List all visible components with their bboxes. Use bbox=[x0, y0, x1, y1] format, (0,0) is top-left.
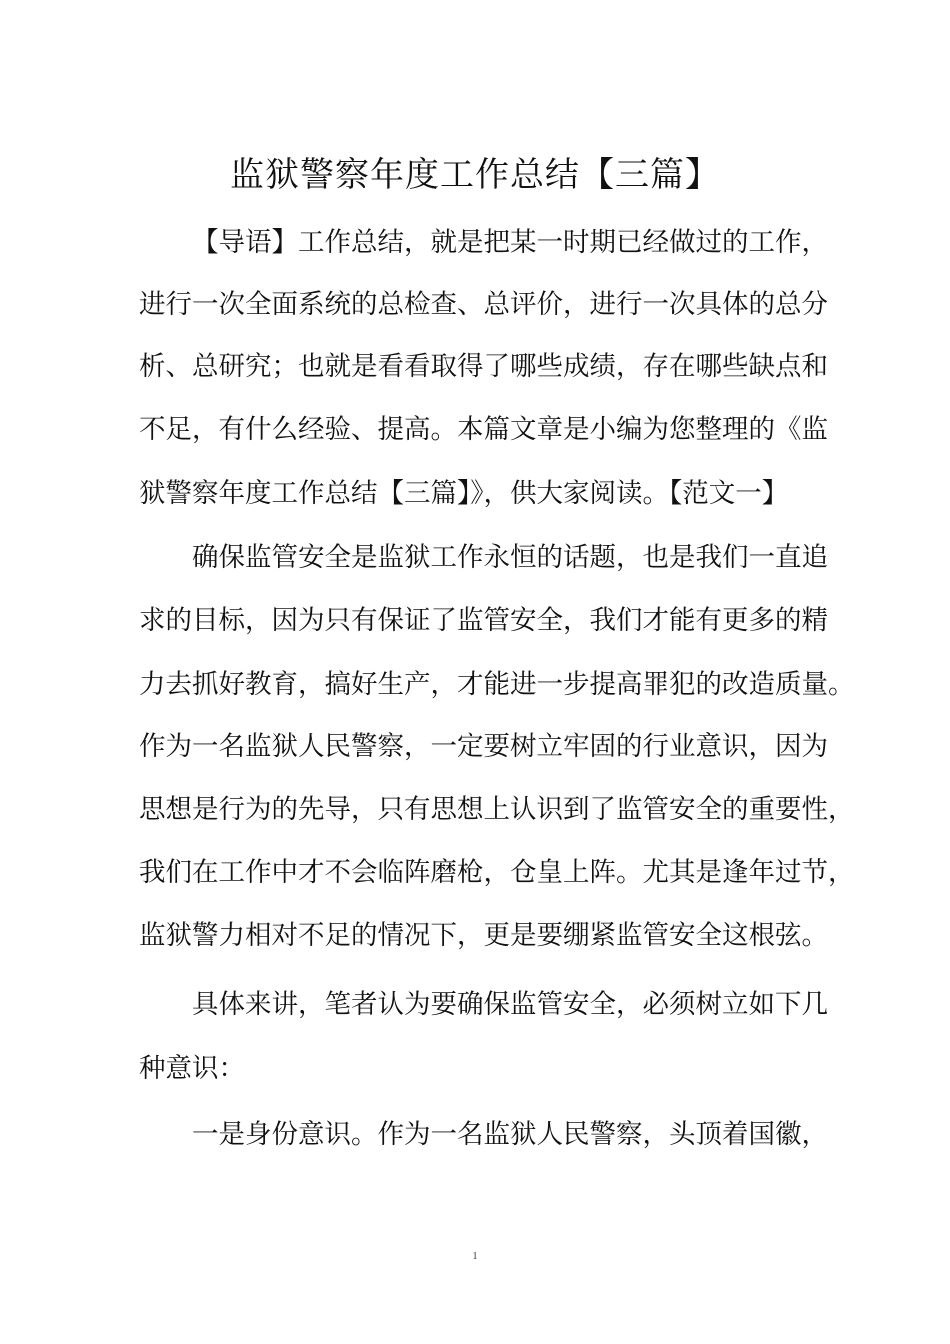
text-line: 我们在工作中才不会临阵磨枪，仓皇上阵。尤其是逢年过节， bbox=[139, 857, 855, 888]
text-line: 力去抓好教育，搞好生产，才能进一步提高罪犯的改造质量。 bbox=[139, 669, 855, 700]
text-line: 进行一次全面系统的总检查、总评价，进行一次具体的总分 bbox=[139, 289, 828, 320]
text-line: 监狱警力相对不足的情况下，更是要绷紧监管安全这根弦。 bbox=[139, 920, 828, 951]
text-line: 狱警察年度工作总结【三篇】》，供大家阅读。【范文一】 bbox=[139, 478, 789, 509]
text-line: 种意识： bbox=[139, 1053, 245, 1084]
text-line: 确保监管安全是监狱工作永恒的话题，也是我们一直追 bbox=[192, 542, 828, 573]
text-line: 思想是行为的先导，只有思想上认识到了监管安全的重要性， bbox=[139, 794, 855, 825]
text-line: 【导语】工作总结，就是把某一时期已经做过的工作， bbox=[192, 227, 828, 258]
text-line: 不足，有什么经验、提高。本篇文章是小编为您整理的《监 bbox=[139, 414, 828, 445]
text-line: 析、总研究；也就是看看取得了哪些成绩，存在哪些缺点和 bbox=[139, 351, 828, 382]
text-line: 具体来讲，笔者认为要确保监管安全，必须树立如下几 bbox=[192, 989, 828, 1020]
text-line: 一是身份意识。作为一名监狱人民警察，头顶着国徽， bbox=[192, 1119, 828, 1150]
text-line: 求的目标，因为只有保证了监管安全，我们才能有更多的精 bbox=[139, 605, 828, 636]
page-number: 1 bbox=[472, 1251, 478, 1262]
text-line: 作为一名监狱人民警察，一定要树立牢固的行业意识，因为 bbox=[139, 731, 828, 762]
document-title: 监狱警察年度工作总结【三篇】 bbox=[230, 155, 720, 195]
